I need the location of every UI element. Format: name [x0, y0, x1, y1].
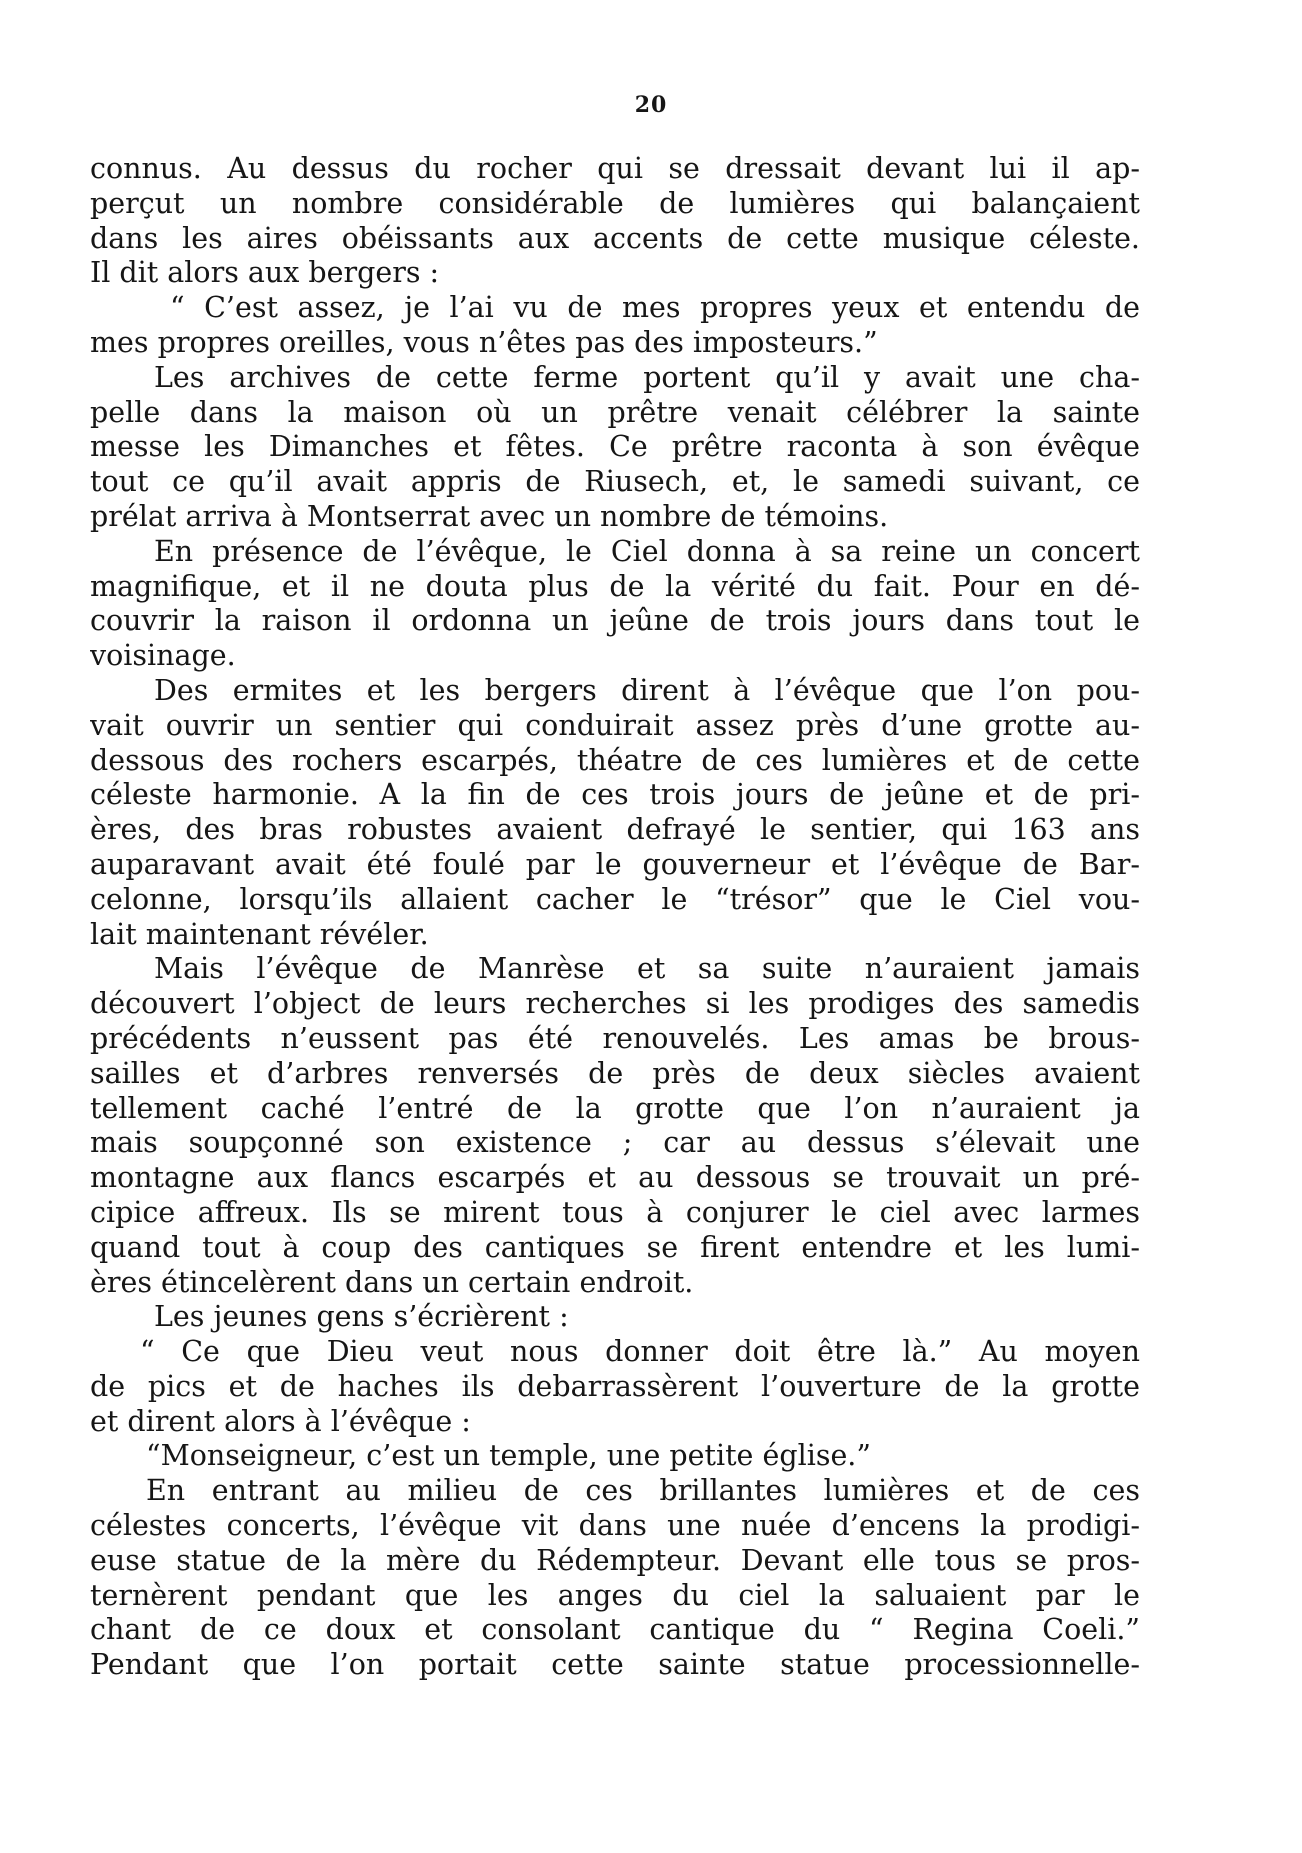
text-line: précédents n’eussent pas été renouvelés. Les amas be brous- [90, 1021, 1140, 1055]
text-line: Des ermites et les bergers dirent à l’évêque que l’on pou- [154, 673, 1140, 707]
text-line: auparavant avait été foulé par le gouverneur et l’évêque de Bar- [90, 847, 1140, 881]
text-line: tout ce qu’il avait appris de Riusech, et, le samedi suivant, ce [90, 465, 1140, 499]
text-line: voisinage. [90, 639, 236, 673]
page-number: 20 [634, 92, 668, 118]
text-line: dessous des rochers escarpés, théatre de ces lumières et de cette [90, 743, 1140, 777]
text-line: découvert l’object de leurs recherches si les prodiges des samedis [90, 987, 1140, 1021]
text-line: lait maintenant révéler. [90, 917, 429, 951]
text-line: et dirent alors à l’évêque : [90, 1404, 471, 1438]
text-line: mais soupçonné son existence ; car au dessus s’élevait une [90, 1126, 1140, 1160]
text-line: dans les aires obéissants aux accents de cette musique céleste. [90, 221, 1140, 255]
text-line: quand tout à coup des cantiques se firent entendre et les lumi- [90, 1230, 1140, 1264]
text-line: magnifique, et il ne douta plus de la vérité du fait. Pour en dé- [90, 569, 1140, 603]
text-line: celonne, lorsqu’ils allaient cacher le “trésor” que le Ciel vou- [90, 882, 1140, 916]
text-line: Pendant que l’on portait cette sainte statue processionnelle- [90, 1648, 1140, 1682]
text-line: cipice affreux. Ils se mirent tous à conjurer le ciel avec larmes [90, 1195, 1140, 1229]
text-line: ères, des bras robustes avaient defrayé le sentier, qui 163 ans [90, 813, 1140, 847]
text-line: messe les Dimanches et fêtes. Ce prêtre raconta à son évêque [90, 430, 1140, 464]
text-line: vait ouvrir un sentier qui conduirait assez près d’une grotte au- [90, 708, 1140, 742]
text-line: mes propres oreilles, vous n’êtes pas des imposteurs.” [90, 325, 878, 359]
text-line: sailles et d’arbres renversés de près de deux siècles avaient [90, 1056, 1140, 1090]
text-line: Mais l’évêque de Manrèse et sa suite n’auraient jamais [154, 952, 1140, 986]
text-line: céleste harmonie. A la fin de ces trois jours de jeûne et de pri- [90, 778, 1140, 812]
text-line: “ Ce que Dieu veut nous donner doit être là.” Au moyen [140, 1335, 1140, 1369]
text-line: euse statue de la mère du Rédempteur. Devant elle tous se pros- [90, 1543, 1140, 1577]
body-text [90, 152, 1140, 1683]
text-line: prélat arriva à Montserrat avec un nombre de témoins. [90, 499, 889, 533]
text-line: ères étincelèrent dans un certain endroit. [90, 1265, 694, 1299]
text-line: chant de ce doux et consolant cantique du “ Regina Coeli.” [90, 1613, 1140, 1647]
text-line: tellement caché l’entré de la grotte que l’on n’auraient ja [90, 1091, 1140, 1125]
text-line: En entrant au milieu de ces brillantes lumières et de ces [146, 1474, 1140, 1508]
text-line: montagne aux flancs escarpés et au dessous se trouvait un pré- [90, 1161, 1140, 1195]
text-line: pelle dans la maison où un prêtre venait célébrer la sainte [90, 395, 1140, 429]
text-line: “ C’est assez, je l’ai vu de mes propres yeux et entendu de [170, 291, 1140, 325]
text-line: célestes concerts, l’évêque vit dans une nuée d’encens la prodigi- [90, 1509, 1140, 1543]
text-line: “Monseigneur, c’est un temple, une petite église.” [146, 1439, 871, 1473]
text-line: Les archives de cette ferme portent qu’il y avait une cha- [154, 360, 1140, 394]
text-line: Il dit alors aux bergers : [90, 256, 440, 290]
text-line: ternèrent pendant que les anges du ciel la saluaient par le [90, 1578, 1140, 1612]
text-line: Les jeunes gens s’écrièrent : [154, 1300, 569, 1334]
text-line: En présence de l’évêque, le Ciel donna à sa reine un concert [154, 534, 1140, 568]
text-line: couvrir la raison il ordonna un jeûne de trois jours dans tout le [90, 604, 1140, 638]
text-line: de pics et de haches ils debarrassèrent l’ouverture de la grotte [90, 1369, 1140, 1403]
text-line: perçut un nombre considérable de lumières qui balançaient [90, 186, 1140, 220]
text-line: connus. Au dessus du rocher qui se dressait devant lui il ap- [90, 152, 1140, 185]
